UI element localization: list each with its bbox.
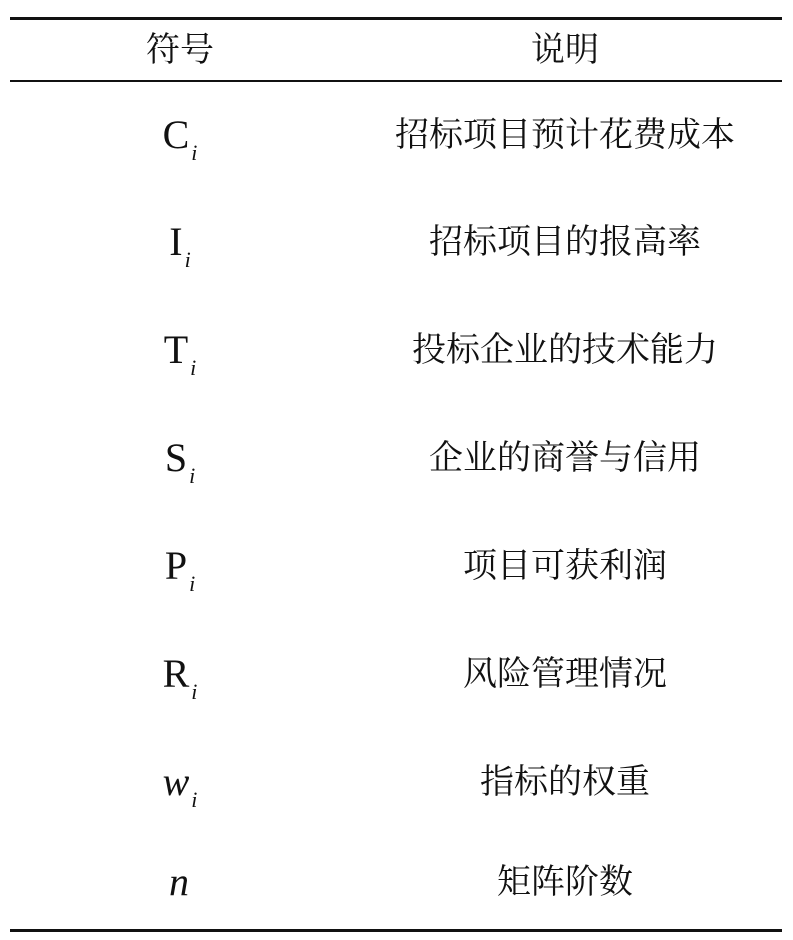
symbol-subscript: i [191, 679, 198, 704]
description-cell: 投标企业的技术能力 [412, 330, 718, 370]
description-cell: 招标项目预计花费成本 [395, 115, 735, 155]
description-cell: 企业的商誉与信用 [429, 438, 701, 478]
table-row [0, 644, 793, 704]
description-cell: 指标的权重 [480, 762, 650, 802]
symbol-main: T [163, 327, 189, 372]
symbol-main: S [164, 435, 188, 480]
symbol-main: R [162, 651, 190, 696]
symbol-subscript: i [190, 355, 197, 380]
symbol-cell [60, 428, 300, 488]
symbol-cell [60, 320, 300, 380]
symbol-cell [60, 212, 300, 272]
symbol-cell [60, 536, 300, 596]
description-cell: 风险管理情况 [463, 654, 667, 694]
header-description: 说明 [531, 30, 599, 70]
symbol-subscript: i [191, 787, 198, 812]
description-cell: 矩阵阶数 [497, 862, 633, 902]
symbol-subscript: i [189, 463, 196, 488]
table-top-rule [10, 17, 782, 20]
table-header-rule [10, 80, 782, 82]
symbol-cell [60, 752, 300, 812]
symbol-main: w [162, 759, 190, 804]
symbol-main: I [169, 219, 183, 264]
symbol-subscript: i [184, 247, 191, 272]
header-symbol: 符号 [146, 30, 214, 70]
table-row [0, 536, 793, 596]
symbol-cell [60, 852, 300, 912]
table-row [0, 212, 793, 272]
description-cell: 项目可获利润 [463, 546, 667, 586]
symbol-main: P [164, 543, 188, 588]
table-row [0, 105, 793, 165]
table-row [0, 852, 793, 912]
table-row [0, 752, 793, 812]
symbol-main: C [162, 112, 190, 157]
symbol-subscript: i [189, 571, 196, 596]
table-row [0, 428, 793, 488]
description-cell: 招标项目的报高率 [429, 222, 701, 262]
table-bottom-rule [10, 929, 782, 932]
symbol-cell [60, 644, 300, 704]
symbol-main: n [169, 859, 189, 904]
table-row [0, 320, 793, 380]
symbol-cell [60, 105, 300, 165]
symbol-subscript: i [191, 140, 198, 165]
